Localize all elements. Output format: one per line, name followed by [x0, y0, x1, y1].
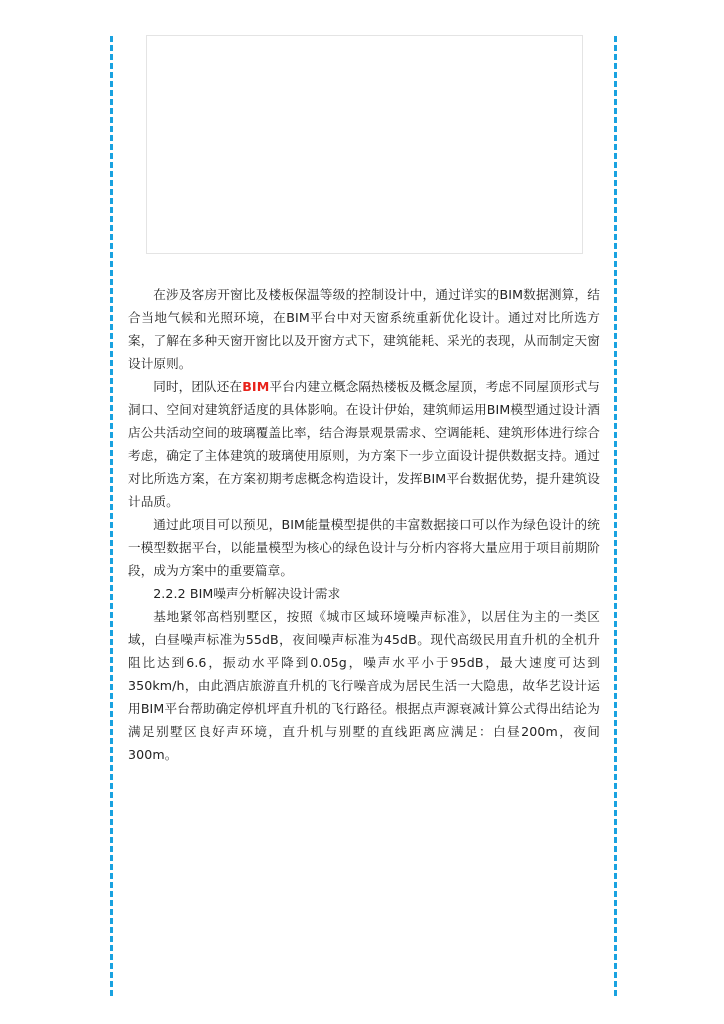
image-placeholder — [146, 35, 583, 254]
left-dashed-border — [110, 36, 113, 996]
paragraph-skylight-design: 在涉及客房开窗比及楼板保温等级的控制设计中，通过详实的BIM数据测算，结合当地气候和光照环境，在BIM平台中对天窗系统重新优化设计。通过对比所选方案，了解在多种天窗开窗比以及开窗方式下，建筑能耗、采光的表现，从而制定天窗设计原则。 — [128, 287, 600, 371]
highlight-bim: BIM — [242, 379, 270, 394]
section-heading: 2.2.2 BIM噪声分析解决设计需求 — [153, 586, 341, 601]
paragraph-text-start: 同时，团队还在 — [153, 379, 243, 394]
paragraph-text-end: 平台内建立概念隔热楼板及概念屋顶，考虑不同屋顶形式与洞口、空间对建筑舒适度的具体影响。在设计伊始，建筑师运用BIM模型通过设计酒店公共活动空间的玻璃覆盖比率，结合海景观景需求、空调能耗、建筑形体进行综合考虑，确定了主体建筑的玻璃使用原则，为方案下一步立面设计提供数据支持。通过对比所选方案，在方案初期考虑概念构造设计，发挥BIM平台数据优势，提升建筑设计品质。 — [128, 379, 600, 509]
paragraph-noise-analysis: 基地紧邻高档别墅区，按照《城市区域环境噪声标准》，以居住为主的一类区域，白昼噪声标准为55dB，夜间噪声标准为45dB。现代高级民用直升机的全机升阻比达到6.6，振动水平降到0.05g，噪声水平小于95dB，最大速度可达到350km/h，由此酒店旅游直升机的飞行噪音成为居民生活一大隐患，故华艺设计运用BIM平台帮助确定停机坪直升机的飞行路径。根据点声源衰减计算公式得出结论为满足别墅区良好声环境，直升机与别墅的直线距离应满足：白昼200m，夜间300m。 — [128, 609, 600, 762]
paragraph-energy-model: 通过此项目可以预见，BIM能量模型提供的丰富数据接口可以作为绿色设计的统一模型数据平台，以能量模型为核心的绿色设计与分析内容将大量应用于项目前期阶段，成为方案中的重要篇章。 — [128, 517, 600, 578]
paragraph-concept-roof — [128, 375, 600, 513]
document-body — [128, 283, 600, 766]
right-dashed-border — [614, 36, 617, 996]
